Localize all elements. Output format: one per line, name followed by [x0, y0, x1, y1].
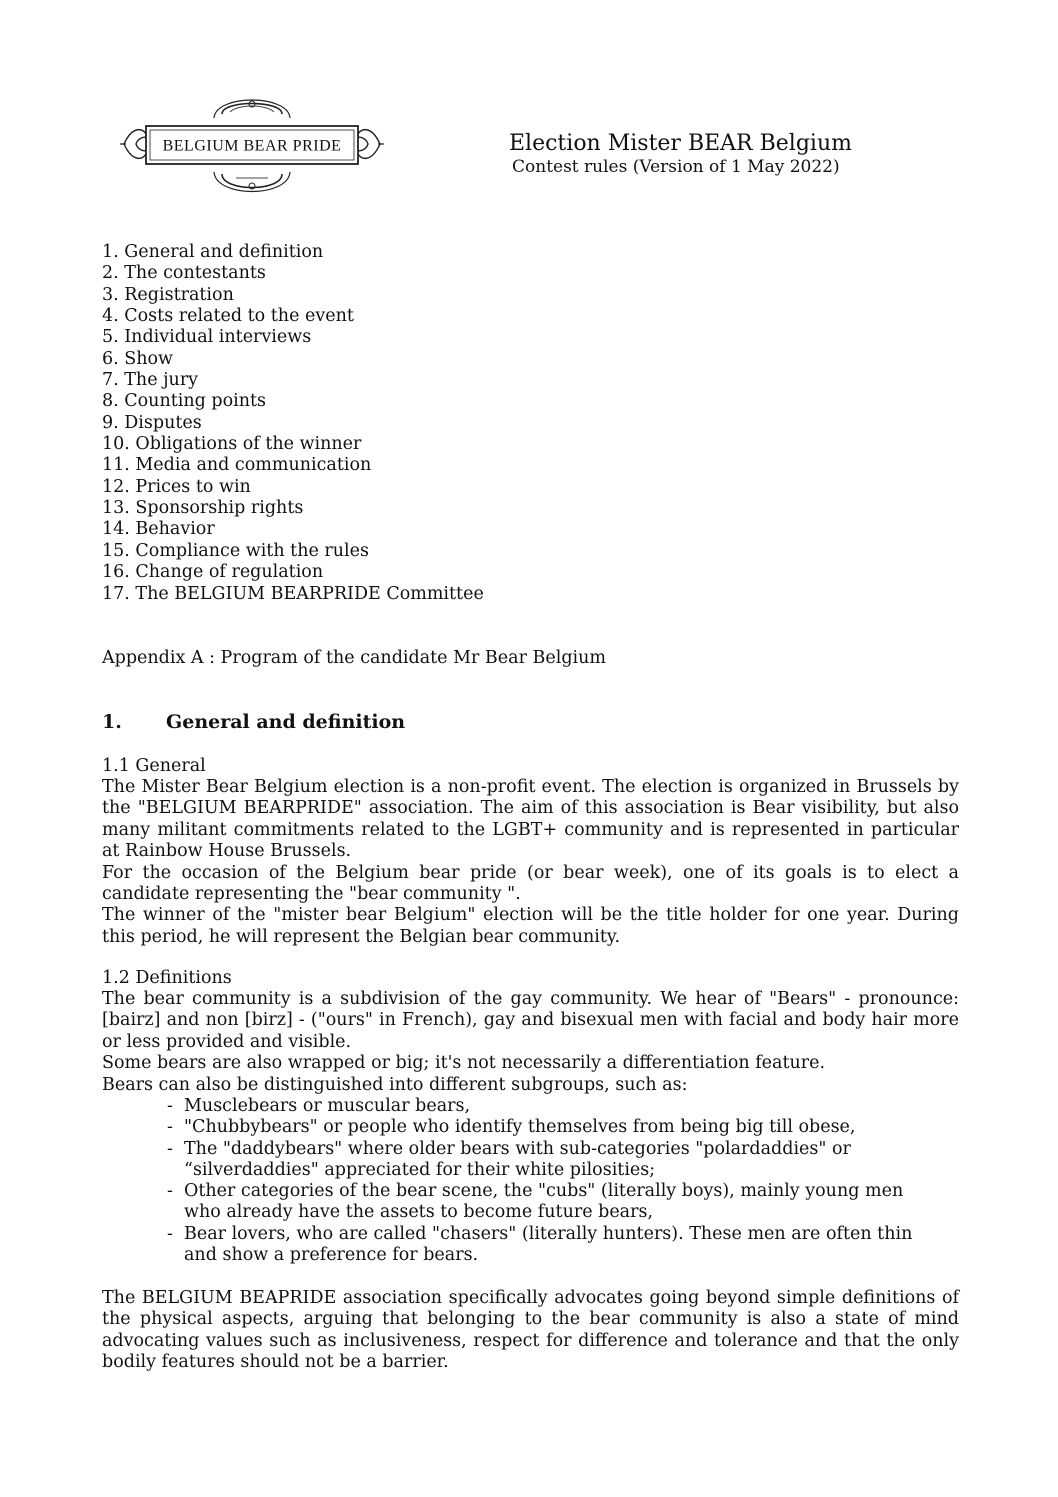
- list-item: - "Chubbybears" or people who identify themselves from being big till obese,: [167, 1117, 856, 1138]
- subsection-title-general: 1.1 General: [102, 756, 206, 776]
- general-body: [102, 777, 959, 948]
- bullet-dash: -: [167, 1117, 173, 1138]
- paragraph: The winner of the "mister bear Belgium" election will be the title holder for one year. During this period, he will represent the Belgian bear community.: [102, 905, 959, 947]
- bullet-dash: -: [167, 1096, 173, 1116]
- toc-item: 15. Compliance with the rules: [102, 540, 369, 561]
- section-title: General and definition: [166, 711, 406, 733]
- list-item: - Bear lovers, who are called "chasers" (literally hunters). These men are often thin and show a preference for bears.: [167, 1223, 913, 1266]
- toc-item: 13. Sponsorship rights: [102, 498, 304, 519]
- toc-item: 11. Media and communication: [102, 455, 372, 476]
- appendix-line: Appendix A : Program of the candidate Mr Bear Belgium: [102, 648, 606, 668]
- paragraph: For the occasion of the Belgium bear pride (or bear week), one of its goals is to elect a candidate representing the "bear community ".: [102, 862, 959, 905]
- toc-item: 10. Obligations of the winner: [102, 434, 362, 455]
- definitions-body: [102, 989, 959, 1096]
- svg-text:BELGIUM BEAR PRIDE: BELGIUM BEAR PRIDE: [162, 137, 342, 155]
- toc-item: 5. Individual interviews: [102, 327, 312, 348]
- table-of-contents: [102, 242, 484, 605]
- toc-item: 14. Behavior: [102, 519, 215, 540]
- toc-item: 7. The jury: [102, 370, 199, 391]
- subgroup-list: [164, 1096, 924, 1266]
- paragraph: The bear community is a subdivision of the gay community. We hear of "Bears" - pronounce: [bairz] and non [birz] - ("ours" in French), gay and bisexual men with facial and body hair more or less provided and visible.: [102, 989, 959, 1052]
- toc-item: 4. Costs related to the event: [102, 306, 354, 327]
- list-item: - The "daddybears" where older bears with sub-categories "polardaddies" or “silverdaddies" appreciated for their white pilosities;: [167, 1138, 851, 1180]
- toc-item: 16. Change of regulation: [102, 562, 324, 583]
- section-heading: [102, 710, 405, 734]
- subsection-title-definitions: 1.2 Definitions: [102, 968, 232, 988]
- paragraph: The Mister Bear Belgium election is a non-profit event. The election is organized in Brussels by the "BELGIUM BEARPRIDE" association. The aim of this association is Bear visibility, but also many militant commitments related to the LGBT+ community and is represented in particular at Rainbow House Brussels.: [102, 777, 959, 862]
- list-item: - Other categories of the bear scene, the "cubs" (literally boys), mainly young men who already have the assets to become future bears,: [167, 1181, 904, 1223]
- toc-item: 2. The contestants: [102, 263, 266, 284]
- document-subtitle: Contest rules (Version of 1 May 2022): [512, 157, 840, 177]
- toc-item: 1. General and definition: [102, 242, 324, 262]
- paragraph: Some bears are also wrapped or big; it's not necessarily a differentiation feature.: [102, 1053, 826, 1074]
- bullet-dash: -: [167, 1138, 173, 1159]
- toc-item: 9. Disputes: [102, 412, 202, 433]
- toc-item: 8. Counting points: [102, 391, 267, 412]
- bullet-dash: -: [167, 1181, 173, 1202]
- paragraph: Bears can also be distinguished into different subgroups, such as:: [102, 1074, 688, 1095]
- toc-item: 6. Show: [102, 348, 174, 369]
- toc-item: 3. Registration: [102, 284, 234, 305]
- toc-item: 17. The BELGIUM BEARPRIDE Committee: [102, 583, 484, 604]
- closing-body: [102, 1288, 959, 1374]
- section-number: 1.: [102, 711, 122, 733]
- toc-item: 12. Prices to win: [102, 476, 251, 497]
- belgium-bear-pride-logo: [118, 92, 386, 198]
- bullet-dash: -: [167, 1223, 173, 1244]
- list-item: - Musclebears or muscular bears,: [167, 1096, 471, 1116]
- paragraph: The BELGIUM BEAPRIDE association specifically advocates going beyond simple definitions of the physical aspects, arguing that belonging to the bear community is also a state of mind advocating values such as inclusiveness, respect for difference and tolerance and that the only bodily features should not be a barrier.: [102, 1288, 959, 1373]
- document-title: Election Mister BEAR Belgium: [509, 131, 852, 156]
